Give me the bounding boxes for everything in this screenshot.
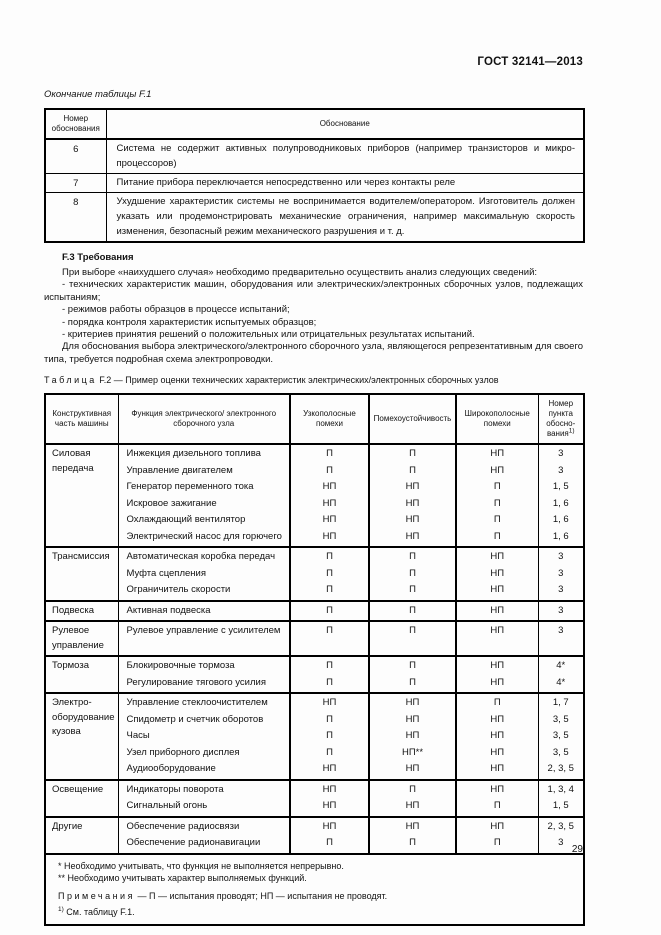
immunity-cell: П [369, 547, 456, 566]
justification-ref-cell: 3 [538, 566, 584, 583]
justification-number: 8 [45, 193, 106, 243]
narrowband-cell: П [290, 712, 369, 729]
justification-ref-cell: 4* [538, 675, 584, 694]
table-f1 [44, 108, 585, 243]
column-header-ref-number [538, 394, 584, 444]
function-cell: Часы [118, 728, 290, 745]
table-row [45, 193, 584, 243]
narrowband-cell: П [290, 621, 369, 656]
immunity-cell: НП [369, 728, 456, 745]
note [58, 890, 575, 902]
table-f2-row [45, 780, 584, 799]
function-cell: Электрический насос для горючего [118, 529, 290, 548]
narrowband-cell: НП [290, 817, 369, 836]
immunity-cell: НП** [369, 745, 456, 762]
column-header-number: Номер обоснования [45, 109, 106, 139]
narrowband-cell: НП [290, 780, 369, 799]
justification-ref-cell: 1, 7 [538, 693, 584, 712]
narrowband-cell: НП [290, 479, 369, 496]
table-f2-caption-label: Таблица [44, 375, 97, 386]
reference-note-text: См. таблицу F.1. [63, 906, 135, 917]
justification-text: Питание прибора переключается непосредственно или через контакты реле [106, 174, 584, 193]
narrowband-cell: НП [290, 693, 369, 712]
function-cell: Индикаторы поворота [118, 780, 290, 799]
justification-ref-cell: 3, 5 [538, 745, 584, 762]
table-f2-row [45, 656, 584, 675]
table-f2-row [45, 463, 584, 480]
broadband-cell: П [456, 798, 538, 817]
note-text: — П — испытания проводят; НП — испытания не проводят. [134, 890, 388, 901]
machine-part-cell: Подвеска [45, 601, 118, 622]
narrowband-cell: П [290, 547, 369, 566]
immunity-cell: НП [369, 693, 456, 712]
table-f2-footnote-area [45, 854, 584, 925]
immunity-cell: П [369, 675, 456, 694]
table-f2-body [45, 444, 584, 854]
justification-text: Система не содержит активных полупроводниковых приборов (например транзисторов и микропроцессоров) [106, 139, 584, 174]
narrowband-cell: П [290, 463, 369, 480]
immunity-cell: НП [369, 529, 456, 548]
immunity-cell: П [369, 601, 456, 622]
reference-note [58, 906, 575, 918]
broadband-cell: НП [456, 547, 538, 566]
function-cell: Ограничитель скорости [118, 582, 290, 601]
table-f2-row [45, 601, 584, 622]
broadband-cell: П [456, 512, 538, 529]
machine-part-cell: Рулевое управление [45, 621, 118, 656]
broadband-cell: НП [456, 621, 538, 656]
justification-ref-cell: 1, 6 [538, 529, 584, 548]
justification-ref-cell: 3, 5 [538, 728, 584, 745]
immunity-cell: П [369, 566, 456, 583]
table-f2-row [45, 444, 584, 463]
broadband-cell: НП [456, 601, 538, 622]
narrowband-cell: П [290, 582, 369, 601]
justification-ref-cell: 1, 5 [538, 798, 584, 817]
justification-ref-cell: 4* [538, 656, 584, 675]
broadband-cell: НП [456, 582, 538, 601]
function-cell: Управление стеклоочистителем [118, 693, 290, 712]
function-cell: Искровое зажигание [118, 496, 290, 513]
justification-ref-cell: 3 [538, 547, 584, 566]
immunity-cell: П [369, 582, 456, 601]
immunity-cell: НП [369, 817, 456, 836]
justification-ref-cell: 3 [538, 463, 584, 480]
table-f1-caption: Окончание таблицы F.1 [44, 89, 152, 100]
justification-ref-cell: 2, 3, 5 [538, 761, 584, 780]
footnote: ** Необходимо учитывать характер выполняемых функций. [58, 873, 307, 884]
narrowband-cell: П [290, 656, 369, 675]
justification-ref-cell: 3 [538, 444, 584, 463]
note-label: Примечания [58, 890, 135, 901]
table-f2-caption [44, 375, 583, 385]
paragraph: При выборе «наихудшего случая» необходимо предварительно осуществить анализ следующих сведений: [62, 267, 538, 278]
immunity-cell: П [369, 656, 456, 675]
broadband-cell: НП [456, 761, 538, 780]
justification-ref-cell: 3 [538, 582, 584, 601]
narrowband-cell: П [290, 728, 369, 745]
justification-ref-cell: 3 [538, 835, 584, 854]
immunity-cell: НП [369, 798, 456, 817]
table-f2-row [45, 675, 584, 694]
broadband-cell: П [456, 693, 538, 712]
broadband-cell: НП [456, 566, 538, 583]
broadband-cell: НП [456, 463, 538, 480]
immunity-cell: П [369, 444, 456, 463]
function-cell: Узел приборного дисплея [118, 745, 290, 762]
justification-ref-cell: 3 [538, 621, 584, 656]
broadband-cell: НП [456, 817, 538, 836]
immunity-cell: НП [369, 712, 456, 729]
section-heading: F.3 Требования [62, 252, 134, 263]
justification-ref-cell: 3, 5 [538, 712, 584, 729]
justification-ref-cell: 1, 6 [538, 512, 584, 529]
column-header-justification: Обоснование [106, 109, 584, 139]
footnote: * Необходимо учитывать, что функция не выполняется непрерывно. [58, 860, 344, 871]
function-cell: Сигнальный огонь [118, 798, 290, 817]
table-f2-row [45, 728, 584, 745]
standard-number: ГОСТ 32141—2013 [477, 56, 583, 68]
machine-part-cell: Силовая передача [45, 444, 118, 547]
page-number: 29 [571, 844, 583, 855]
immunity-cell: НП [369, 761, 456, 780]
narrowband-cell: П [290, 675, 369, 694]
function-cell: Генератор переменного тока [118, 479, 290, 496]
list-item: - порядка контроля характеристик испытуемых образцов; [62, 316, 317, 328]
table-row [45, 139, 584, 174]
table-f2-row [45, 712, 584, 729]
function-cell: Аудиооборудование [118, 761, 290, 780]
justification-ref-cell: 1, 3, 4 [538, 780, 584, 799]
narrowband-cell: НП [290, 761, 369, 780]
broadband-cell: НП [456, 780, 538, 799]
table-f2-row [45, 817, 584, 836]
broadband-cell: НП [456, 444, 538, 463]
machine-part-cell: Трансмиссия [45, 547, 118, 601]
function-cell: Регулирование тягового усилия [118, 675, 290, 694]
justification-number: 6 [45, 139, 106, 174]
immunity-cell: НП [369, 512, 456, 529]
table-f2-row [45, 529, 584, 548]
function-cell: Активная подвеска [118, 601, 290, 622]
machine-part-cell: Электрооборудование кузова [45, 693, 118, 780]
narrowband-cell: П [290, 601, 369, 622]
justification-ref-cell: 2, 3, 5 [538, 817, 584, 836]
broadband-cell: НП [456, 712, 538, 729]
function-cell: Муфта сцепления [118, 566, 290, 583]
function-cell: Блокировочные тормоза [118, 656, 290, 675]
column-header-machine-part: Конструктивная часть машины [45, 394, 118, 444]
table-f2-row [45, 761, 584, 780]
function-cell: Обеспечение радионавигации [118, 835, 290, 854]
table-f2-row [45, 621, 584, 656]
table-f2-caption-text: F.2 — Пример оценки технических характеристик электрических/электронных сборочных узлов [96, 375, 499, 386]
justification-ref-cell: 1, 5 [538, 479, 584, 496]
table-f2-row [45, 547, 584, 566]
table-f2-row [45, 745, 584, 762]
broadband-cell: П [456, 496, 538, 513]
table-f2-row [45, 496, 584, 513]
narrowband-cell: П [290, 444, 369, 463]
justification-text: Ухудшение характеристик системы не воспринимается водителем/оператором. Изготовитель должен указать или продемонстрировать механические ограничения, например максимальную скорость изменения, безопасный режим механического разрушения и т. д. [106, 193, 584, 243]
table-f2-row [45, 582, 584, 601]
table-f2-row [45, 693, 584, 712]
justification-ref-cell: 1, 6 [538, 496, 584, 513]
column-header-function: Функция электрического/ электронного сборочного узла [118, 394, 290, 444]
narrowband-cell: НП [290, 529, 369, 548]
column-header-immunity: Помехоустойчивость [369, 394, 456, 444]
function-cell: Инжекция дизельного топлива [118, 444, 290, 463]
narrowband-cell: П [290, 566, 369, 583]
page-content [44, 0, 583, 926]
paragraph: Для обоснования выбора электрического/электронного сборочного узла, являющегося репрезентативным для своего типа, требуется подробная схема электропроводки. [44, 341, 583, 365]
immunity-cell: П [369, 463, 456, 480]
column-header-broadband: Широкополосные помехи [456, 394, 538, 444]
machine-part-cell: Другие [45, 817, 118, 854]
immunity-cell: П [369, 621, 456, 656]
table-f2-footnote-row [45, 854, 584, 925]
broadband-cell: НП [456, 656, 538, 675]
narrowband-cell: П [290, 835, 369, 854]
table-row [45, 174, 584, 193]
table-f2-header-row [45, 394, 584, 444]
broadband-cell: НП [456, 745, 538, 762]
immunity-cell: П [369, 780, 456, 799]
table-f1-header-row [45, 109, 584, 139]
narrowband-cell: П [290, 745, 369, 762]
ref-header-text: Номер пункта обоснования [546, 399, 576, 439]
column-header-narrowband: Узкополосные помехи [290, 394, 369, 444]
reference-note-superscript: 1) [58, 905, 64, 913]
ref-header-superscript: 1) [568, 427, 575, 435]
list-item: - технических характеристик машин, оборудования или электрических/электронных сборочных узлов, подлежащих испытаниям; [44, 279, 583, 303]
machine-part-cell: Тормоза [45, 656, 118, 693]
immunity-cell: П [369, 835, 456, 854]
table-f2-row [45, 835, 584, 854]
narrowband-cell: НП [290, 512, 369, 529]
function-cell: Охлаждающий вентилятор [118, 512, 290, 529]
broadband-cell: П [456, 529, 538, 548]
table-f2-row [45, 479, 584, 496]
broadband-cell: НП [456, 675, 538, 694]
narrowband-cell: НП [290, 496, 369, 513]
table-f2-row [45, 798, 584, 817]
list-item: - режимов работы образцов в процессе испытаний; [62, 304, 290, 316]
broadband-cell: П [456, 479, 538, 496]
function-cell: Автоматическая коробка передач [118, 547, 290, 566]
justification-ref-cell: 3 [538, 601, 584, 622]
table-f2-row [45, 512, 584, 529]
table-f2-row [45, 566, 584, 583]
section-body [44, 267, 583, 366]
function-cell: Спидометр и счетчик оборотов [118, 712, 290, 729]
function-cell: Рулевое управление с усилителем [118, 621, 290, 656]
justification-number: 7 [45, 174, 106, 193]
list-item: - критериев принятия решений о положительных или отрицательных результатах испытаний. [62, 329, 475, 341]
immunity-cell: НП [369, 496, 456, 513]
machine-part-cell: Освещение [45, 780, 118, 817]
broadband-cell: НП [456, 728, 538, 745]
function-cell: Обеспечение радиосвязи [118, 817, 290, 836]
broadband-cell: П [456, 835, 538, 854]
table-f2 [44, 393, 585, 926]
function-cell: Управление двигателем [118, 463, 290, 480]
narrowband-cell: НП [290, 798, 369, 817]
immunity-cell: НП [369, 479, 456, 496]
